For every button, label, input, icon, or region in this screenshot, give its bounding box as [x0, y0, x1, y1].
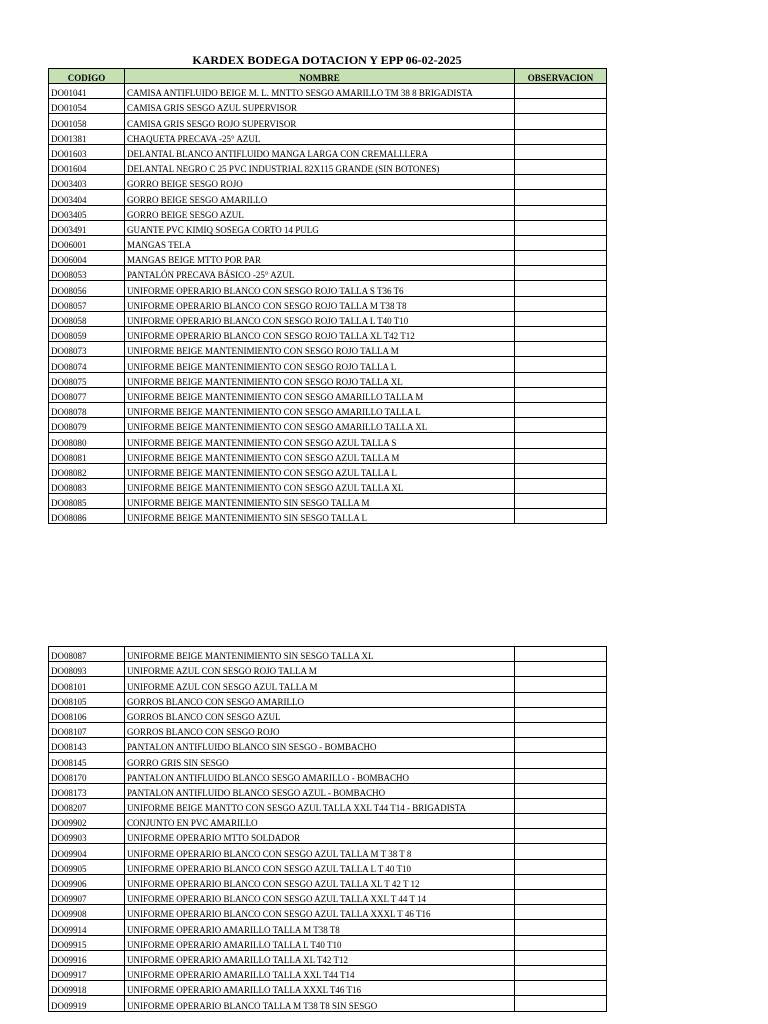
observation-cell — [515, 220, 607, 235]
item-code-cell: DO03404 — [49, 190, 125, 205]
table-row — [49, 220, 607, 235]
table-body-second-section — [49, 647, 607, 1012]
table-row — [49, 235, 607, 250]
item-name-cell: MANGAS BEIGE MTTO POR PAR — [125, 251, 515, 266]
item-code-cell: DO08083 — [49, 478, 125, 493]
item-code-cell: DO09907 — [49, 890, 125, 905]
table-row — [49, 357, 607, 372]
item-name-cell: UNIFORME OPERARIO BLANCO CON SESGO ROJO TALLA L T40 T10 — [125, 311, 515, 326]
item-name-cell: UNIFORME OPERARIO BLANCO CON SESGO AZUL TALLA XXXL T 46 T16 — [125, 905, 515, 920]
item-name-cell: UNIFORME OPERARIO AMARILLO TALLA L T40 T10 — [125, 935, 515, 950]
table-row — [49, 738, 607, 753]
observation-cell — [515, 707, 607, 722]
item-code-cell: DO01604 — [49, 159, 125, 174]
item-code-cell: DO09905 — [49, 859, 125, 874]
item-code-cell: DO06004 — [49, 251, 125, 266]
table-row — [49, 677, 607, 692]
item-name-cell: UNIFORME OPERARIO BLANCO CON SESGO ROJO TALLA XL T42 T12 — [125, 327, 515, 342]
item-code-cell: DO09915 — [49, 935, 125, 950]
item-name-cell: UNIFORME OPERARIO BLANCO CON SESGO ROJO TALLA S T36 T6 — [125, 281, 515, 296]
table-row — [49, 859, 607, 874]
table-row — [49, 981, 607, 996]
table-row — [49, 251, 607, 266]
item-code-cell: DO08170 — [49, 768, 125, 783]
observation-cell — [515, 874, 607, 889]
table-row — [49, 920, 607, 935]
item-code-cell: DO08207 — [49, 798, 125, 813]
item-name-cell: UNIFORME BEIGE MANTENIMIENTO CON SESGO AZUL TALLA S — [125, 433, 515, 448]
table-row — [49, 418, 607, 433]
observation-cell — [515, 768, 607, 783]
observation-cell — [515, 266, 607, 281]
observation-cell — [515, 905, 607, 920]
item-name-cell: GORRO GRIS SIN SESGO — [125, 753, 515, 768]
table-row — [49, 478, 607, 493]
item-code-cell: DO08107 — [49, 722, 125, 737]
observation-cell — [515, 84, 607, 99]
column-header-name: NOMBRE — [125, 69, 515, 84]
item-name-cell: CHAQUETA PRECAVA -25° AZUL — [125, 129, 515, 144]
observation-cell — [515, 814, 607, 829]
observation-cell — [515, 950, 607, 965]
item-name-cell: UNIFORME BEIGE MANTENIMIENTO SIN SESGO TALLA M — [125, 494, 515, 509]
item-name-cell: UNIFORME BEIGE MANTENIMIENTO SIN SESGO TALLA L — [125, 509, 515, 524]
table-row — [49, 844, 607, 859]
table-row — [49, 266, 607, 281]
item-name-cell: DELANTAL BLANCO ANTIFLUIDO MANGA LARGA CON CREMALLLERA — [125, 144, 515, 159]
item-code-cell: DO08059 — [49, 327, 125, 342]
observation-cell — [515, 99, 607, 114]
item-code-cell: DO09916 — [49, 950, 125, 965]
observation-cell — [515, 372, 607, 387]
item-name-cell: UNIFORME OPERARIO AMARILLO TALLA XL T42 T12 — [125, 950, 515, 965]
observation-cell — [515, 981, 607, 996]
observation-cell — [515, 311, 607, 326]
item-code-cell: DO08085 — [49, 494, 125, 509]
observation-cell — [515, 692, 607, 707]
table-row — [49, 114, 607, 129]
item-name-cell: PANTALÓN PRECAVA BÁSICO -25° AZUL — [125, 266, 515, 281]
table-row — [49, 129, 607, 144]
item-code-cell: DO08082 — [49, 463, 125, 478]
table-row — [49, 205, 607, 220]
observation-cell — [515, 235, 607, 250]
observation-cell — [515, 783, 607, 798]
observation-cell — [515, 935, 607, 950]
table-row — [49, 433, 607, 448]
table-row — [49, 692, 607, 707]
item-name-cell: UNIFORME OPERARIO BLANCO TALLA M T38 T8 SIN SESGO — [125, 996, 515, 1011]
observation-cell — [515, 296, 607, 311]
item-name-cell: UNIFORME BEIGE MANTENIMIENTO CON SESGO AMARILLO TALLA XL — [125, 418, 515, 433]
observation-cell — [515, 159, 607, 174]
item-code-cell: DO09914 — [49, 920, 125, 935]
item-code-cell: DO03403 — [49, 175, 125, 190]
observation-cell — [515, 662, 607, 677]
item-name-cell: UNIFORME BEIGE MANTENIMIENTO CON SESGO AZUL TALLA XL — [125, 478, 515, 493]
observation-cell — [515, 251, 607, 266]
item-name-cell: GORROS BLANCO CON SESGO AMARILLO — [125, 692, 515, 707]
item-name-cell: CAMISA GRIS SESGO AZUL SUPERVISOR — [125, 99, 515, 114]
item-name-cell: GORRO BEIGE SESGO AZUL — [125, 205, 515, 220]
item-name-cell: UNIFORME OPERARIO BLANCO CON SESGO AZUL TALLA XL T 42 T 12 — [125, 874, 515, 889]
item-name-cell: PANTALON ANTIFLUIDO BLANCO SESGO AZUL - BOMBACHO — [125, 783, 515, 798]
item-code-cell: DO01381 — [49, 129, 125, 144]
item-name-cell: UNIFORME BEIGE MANTENIMIENTO CON SESGO AMARILLO TALLA L — [125, 402, 515, 417]
item-name-cell: UNIFORME BEIGE MANTENIMIENTO CON SESGO AZUL TALLA M — [125, 448, 515, 463]
table-row — [49, 935, 607, 950]
observation-cell — [515, 205, 607, 220]
table-row — [49, 402, 607, 417]
item-code-cell: DO08073 — [49, 342, 125, 357]
item-code-cell: DO01054 — [49, 99, 125, 114]
item-name-cell: UNIFORME BEIGE MANTENIMIENTO CON SESGO ROJO TALLA M — [125, 342, 515, 357]
item-name-cell: GORROS BLANCO CON SESGO AZUL — [125, 707, 515, 722]
observation-cell — [515, 859, 607, 874]
table-row — [49, 190, 607, 205]
table-header-row — [49, 69, 607, 84]
table-row — [49, 950, 607, 965]
item-code-cell: DO08079 — [49, 418, 125, 433]
item-code-cell: DO08057 — [49, 296, 125, 311]
item-name-cell: UNIFORME BEIGE MANTENIMIENTO CON SESGO AMARILLO TALLA M — [125, 387, 515, 402]
item-name-cell: MANGAS TELA — [125, 235, 515, 250]
table-row — [49, 768, 607, 783]
observation-cell — [515, 129, 607, 144]
item-name-cell: PANTALON ANTIFLUIDO BLANCO SESGO AMARILLO - BOMBACHO — [125, 768, 515, 783]
observation-cell — [515, 722, 607, 737]
observation-cell — [515, 175, 607, 190]
observation-cell — [515, 738, 607, 753]
item-code-cell: DO09917 — [49, 965, 125, 980]
observation-cell — [515, 281, 607, 296]
observation-cell — [515, 965, 607, 980]
item-name-cell: GORROS BLANCO CON SESGO ROJO — [125, 722, 515, 737]
item-name-cell: UNIFORME OPERARIO BLANCO CON SESGO AZUL TALLA XXL T 44 T 14 — [125, 890, 515, 905]
item-code-cell: DO09904 — [49, 844, 125, 859]
observation-cell — [515, 144, 607, 159]
item-name-cell: UNIFORME AZUL CON SESGO ROJO TALLA M — [125, 662, 515, 677]
table-row — [49, 296, 607, 311]
item-name-cell: UNIFORME BEIGE MANTENIMIENTO SIN SESGO TALLA XL — [125, 647, 515, 662]
item-name-cell: CONJUNTO EN PVC AMARILLO — [125, 814, 515, 829]
table-row — [49, 707, 607, 722]
observation-cell — [515, 433, 607, 448]
item-name-cell: GUANTE PVC KIMIQ SOSEGA CORTO 14 PULG — [125, 220, 515, 235]
table-row — [49, 342, 607, 357]
item-code-cell: DO08078 — [49, 402, 125, 417]
item-code-cell: DO08086 — [49, 509, 125, 524]
observation-cell — [515, 829, 607, 844]
table-row — [49, 281, 607, 296]
item-code-cell: DO08106 — [49, 707, 125, 722]
item-code-cell: DO09902 — [49, 814, 125, 829]
observation-cell — [515, 387, 607, 402]
document-title: KARDEX BODEGA DOTACION Y EPP 06-02-2025 — [192, 53, 462, 67]
observation-cell — [515, 463, 607, 478]
item-code-cell: DO01603 — [49, 144, 125, 159]
table-row — [49, 494, 607, 509]
kardex-table-first-section — [48, 68, 607, 524]
kardex-table-second-section — [48, 646, 607, 1012]
table-row — [49, 783, 607, 798]
item-code-cell: DO08077 — [49, 387, 125, 402]
observation-cell — [515, 327, 607, 342]
observation-cell — [515, 494, 607, 509]
item-code-cell: DO03491 — [49, 220, 125, 235]
table-row — [49, 99, 607, 114]
table-row — [49, 144, 607, 159]
observation-cell — [515, 402, 607, 417]
observation-cell — [515, 996, 607, 1011]
table-row — [49, 159, 607, 174]
item-code-cell: DO08074 — [49, 357, 125, 372]
observation-cell — [515, 478, 607, 493]
table-row — [49, 647, 607, 662]
item-name-cell: UNIFORME OPERARIO BLANCO CON SESGO AZUL TALLA L T 40 T10 — [125, 859, 515, 874]
observation-cell — [515, 677, 607, 692]
table-row — [49, 753, 607, 768]
item-name-cell: CAMISA GRIS SESGO ROJO SUPERVISOR — [125, 114, 515, 129]
item-name-cell: UNIFORME BEIGE MANTENIMIENTO CON SESGO ROJO TALLA XL — [125, 372, 515, 387]
item-name-cell: CAMISA ANTIFLUIDO BEIGE M. L. MNTTO SESGO AMARILLO TM 38 8 BRIGADISTA — [125, 84, 515, 99]
table-row — [49, 175, 607, 190]
table-row — [49, 448, 607, 463]
item-code-cell: DO08087 — [49, 647, 125, 662]
item-code-cell: DO06001 — [49, 235, 125, 250]
item-code-cell: DO08143 — [49, 738, 125, 753]
observation-cell — [515, 753, 607, 768]
item-code-cell: DO09919 — [49, 996, 125, 1011]
observation-cell — [515, 418, 607, 433]
item-code-cell: DO08101 — [49, 677, 125, 692]
item-code-cell: DO09908 — [49, 905, 125, 920]
item-code-cell: DO03405 — [49, 205, 125, 220]
item-code-cell: DO08053 — [49, 266, 125, 281]
table-row — [49, 311, 607, 326]
table-row — [49, 798, 607, 813]
item-code-cell: DO08075 — [49, 372, 125, 387]
table-row — [49, 996, 607, 1011]
observation-cell — [515, 844, 607, 859]
item-code-cell: DO08145 — [49, 753, 125, 768]
item-name-cell: GORRO BEIGE SESGO ROJO — [125, 175, 515, 190]
observation-cell — [515, 357, 607, 372]
item-code-cell: DO08080 — [49, 433, 125, 448]
item-code-cell: DO08056 — [49, 281, 125, 296]
observation-cell — [515, 647, 607, 662]
item-code-cell: DO08173 — [49, 783, 125, 798]
item-name-cell: UNIFORME OPERARIO AMARILLO TALLA XXL T44 T14 — [125, 965, 515, 980]
observation-cell — [515, 448, 607, 463]
item-name-cell: UNIFORME OPERARIO MTTO SOLDADOR — [125, 829, 515, 844]
table-row — [49, 905, 607, 920]
item-name-cell: DELANTAL NEGRO C 25 PVC INDUSTRIAL 82X115 GRANDE (SIN BOTONES) — [125, 159, 515, 174]
table-body-first-section — [49, 84, 607, 524]
item-name-cell: UNIFORME BEIGE MANTTO CON SESGO AZUL TALLA XXL T44 T14 - BRIGADISTA — [125, 798, 515, 813]
item-code-cell: DO08105 — [49, 692, 125, 707]
observation-cell — [515, 342, 607, 357]
item-code-cell: DO08081 — [49, 448, 125, 463]
item-name-cell: PANTALON ANTIFLUIDO BLANCO SIN SESGO - BOMBACHO — [125, 738, 515, 753]
item-name-cell: UNIFORME BEIGE MANTENIMIENTO CON SESGO ROJO TALLA L — [125, 357, 515, 372]
table-row — [49, 874, 607, 889]
item-code-cell: DO09903 — [49, 829, 125, 844]
table-row — [49, 814, 607, 829]
observation-cell — [515, 114, 607, 129]
item-name-cell: UNIFORME OPERARIO BLANCO CON SESGO ROJO TALLA M T38 T8 — [125, 296, 515, 311]
observation-cell — [515, 798, 607, 813]
table-row — [49, 84, 607, 99]
item-code-cell: DO09918 — [49, 981, 125, 996]
item-code-cell: DO01058 — [49, 114, 125, 129]
table-row — [49, 372, 607, 387]
item-name-cell: UNIFORME OPERARIO AMARILLO TALLA XXXL T46 T16 — [125, 981, 515, 996]
table-row — [49, 509, 607, 524]
observation-cell — [515, 190, 607, 205]
observation-cell — [515, 920, 607, 935]
item-name-cell: UNIFORME OPERARIO BLANCO CON SESGO AZUL TALLA M T 38 T 8 — [125, 844, 515, 859]
item-code-cell: DO09906 — [49, 874, 125, 889]
item-code-cell: DO08093 — [49, 662, 125, 677]
table-row — [49, 662, 607, 677]
column-header-observation: OBSERVACION — [515, 69, 607, 84]
observation-cell — [515, 509, 607, 524]
table-row — [49, 722, 607, 737]
item-name-cell: UNIFORME OPERARIO AMARILLO TALLA M T38 T8 — [125, 920, 515, 935]
table-row — [49, 890, 607, 905]
table-row — [49, 387, 607, 402]
item-name-cell: UNIFORME AZUL CON SESGO AZUL TALLA M — [125, 677, 515, 692]
item-name-cell: GORRO BEIGE SESGO AMARILLO — [125, 190, 515, 205]
column-header-code: CODIGO — [49, 69, 125, 84]
item-code-cell: DO01041 — [49, 84, 125, 99]
item-name-cell: UNIFORME BEIGE MANTENIMIENTO CON SESGO AZUL TALLA L — [125, 463, 515, 478]
table-row — [49, 829, 607, 844]
item-code-cell: DO08058 — [49, 311, 125, 326]
table-row — [49, 463, 607, 478]
observation-cell — [515, 890, 607, 905]
table-row — [49, 327, 607, 342]
table-row — [49, 965, 607, 980]
